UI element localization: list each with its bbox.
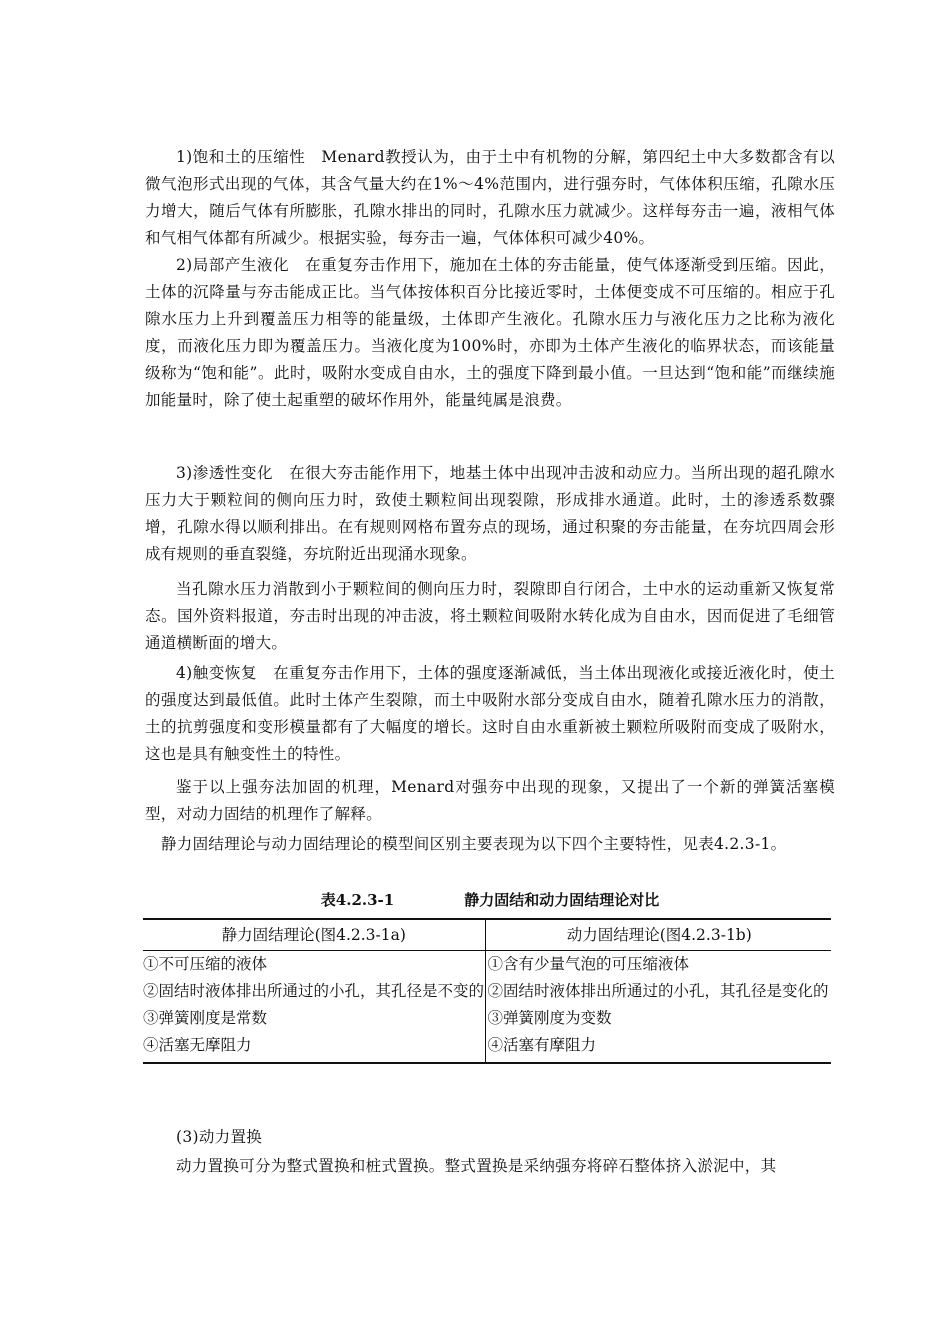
table-cell: ④活塞有摩阻力 (487, 1036, 597, 1054)
paragraph-pore-pressure-dissipation: 当孔隙水压力消散到小于颗粒间的侧向压力时，裂隙即自行闭合，土中水的运动重新又恢复常态。国外资料报道，夯击时出现的冲击波，将土颗粒间吸附水转化成为自由水，因而促进了毛细管通道横断面的增大。 (145, 580, 835, 652)
table-caption (145, 888, 835, 912)
paragraph-saturated-soil-compressibility: 1)饱和土的压缩性 Menard教授认为，由于土中有机物的分解，第四纪土中大多数都含有以微气泡形式出现的气体，其含气量大约在1%～4%范围内，进行强夯时，气体体积压缩，孔隙水压力增大，随后气体有所膨胀，孔隙水排出的同时，孔隙水压力就减少。这样每夯击一遍，液相气体和气相气体都有所减少。根据实验，每夯击一遍，气体体积可减少40%。 (145, 148, 835, 247)
paragraph-spring-piston-model: 鉴于以上强夯法加固的机理，Menard对强夯中出现的现象，又提出了一个新的弹簧活塞模型，对动力固结的机理作了解释。 (145, 778, 835, 823)
table-title: 静力固结和动力固结理论对比 (464, 891, 660, 909)
table-cell: ①含有少量气泡的可压缩液体 (487, 955, 690, 973)
paragraph-thixotropic-recovery: 4)触变恢复 在重复夯击作用下，土体的强度逐渐减低，当土体出现液化或接近液化时，使土的强度达到最低值。此时土体产生裂隙，而土中吸附水部分变成自由水，随着孔隙水压力的消散，土的抗剪强度和变形模量都有了大幅度的增长。这时自由水重新被土颗粒所吸附而变成了吸附水，这也是具有触变性土的特性。 (145, 664, 835, 763)
table-row (143, 951, 831, 979)
paragraph-local-liquefaction: 2)局部产生液化 在重复夯击作用下，施加在土体的夯击能量，使气体逐渐受到压缩。因此，土体的沉降量与夯击能成正比。当气体按体积百分比接近零时，土体便变成不可压缩的。相应于孔隙水压力上升到覆盖压力相等的能量级，土体即产生液化。孔隙水压力与液化压力之比称为液化度，而液化压力即为覆盖压力。当液化度为100%时，亦即为土体产生液化的临界状态，而该能量级称为“饱和能”。此时，吸附水变成自由水，土的强度下降到最小值。一旦达到“饱和能”而继续施加能量时，除了使土起重塑的破坏作用外，能量纯属是浪费。 (145, 256, 835, 409)
table-cell: ③弹簧刚度是常数 (143, 1005, 485, 1032)
table-cell: ①不可压缩的液体 (143, 951, 485, 979)
table-cell: ③弹簧刚度为变数 (487, 1009, 612, 1027)
table-cell: ②固结时液体排出所通过的小孔，其孔径是不变的 (143, 978, 485, 1005)
header-static-consolidation: 静力固结理论(图4.2.3-1a) (143, 919, 485, 951)
header-dynamic-consolidation: 动力固结理论(图4.2.3-1b) (485, 919, 831, 951)
table-cell: ④活塞无摩阻力 (143, 1032, 485, 1063)
table-cell: ②固结时液体排出所通过的小孔，其孔径是变化的 (487, 982, 829, 1000)
section-heading-dynamic-replacement: (3)动力置换 (176, 1128, 263, 1146)
table-row (143, 1032, 831, 1063)
table-header-row (143, 919, 831, 951)
table-row (143, 1005, 831, 1032)
comparison-table (143, 918, 831, 1064)
table-row (143, 978, 831, 1005)
paragraph-permeability-change: 3)渗透性变化 在很大夯击能作用下，地基土体中出现冲击波和动应力。当所出现的超孔隙水压力大于颗粒间的侧向压力时，致使土颗粒间出现裂隙，形成排水通道。此时，土的渗透系数骤增，孔隙水得以顺利排出。在有规则网格布置夯点的现场，通过积聚的夯击能量，在夯坑四周会形成有规则的垂直裂缝，夯坑附近出现涌水现象。 (145, 464, 835, 563)
paragraph-model-difference: 静力固结理论与动力固结理论的模型间区别主要表现为以下四个主要特性，见表4.2.3-1。 (161, 835, 787, 853)
paragraph-dynamic-replacement: 动力置换可分为整式置换和桩式置换。整式置换是采纳强夯将碎石整体挤入淤泥中，其 (176, 1157, 777, 1175)
table-number: 表4.2.3-1 (320, 891, 395, 909)
